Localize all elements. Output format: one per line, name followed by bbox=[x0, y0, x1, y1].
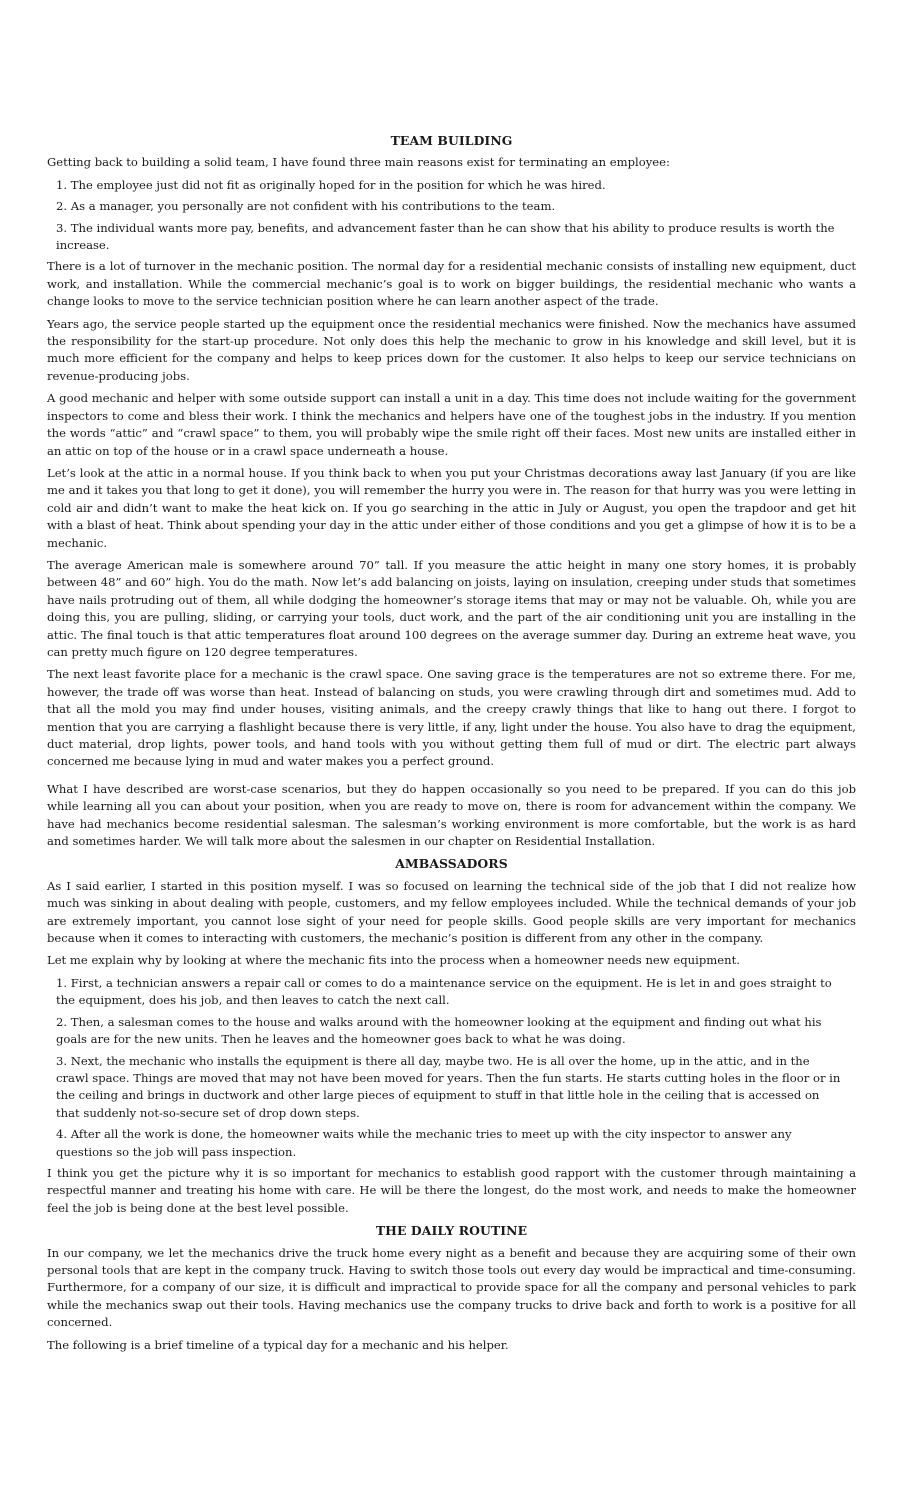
section-heading: AMBASSADORS bbox=[395, 856, 508, 872]
body-paragraph: What I have described are worst-case scenarios, but they do happen occasionally so you need to be prepared. If you can do this job while learning all you can about your position, when you are ready to move on, there is room for advancement within the company. We have had mechanics become residential salesman. The salesman’s working environment is more comfortable, but the work is as hard and sometimes harder. We will talk more about the salesmen in our chapter on Residential Installation. bbox=[47, 781, 856, 849]
body-paragraph: I think you get the picture why it is so important for mechanics to establish good rapport with the customer through maintaining a respectful manner and treating his home with care. He will be there the longest, do the most work, and needs to make the homeowner feel the job is being done at the best level possible. bbox=[47, 1165, 856, 1215]
list-item: 2. Then, a salesman comes to the house and walks around with the homeowner looking at the equipment and finding out what his goals are for the new units. Then he leaves and the homeowner goes back to what he was doing. bbox=[56, 1014, 822, 1047]
section-heading: TEAM BUILDING bbox=[390, 133, 513, 148]
body-paragraph: Let’s look at the attic in a normal house. If you think back to when you put your Christmas decorations away last January (if you are like me and it takes you that long to get it done), you will remember the hurry you were in. The reason for that hurry was you were letting in cold air and didn’t want to make the heat kick on. If you go searching in the attic in July or August, you open the trapdoor and get hit with a blast of heat. Think about spending your day in the attic under either of those conditions and you get a glimpse of how it is to be a mechanic. bbox=[47, 465, 856, 550]
body-paragraph: Let me explain why by looking at where the mechanic fits into the process when a homeowner needs new equipment. bbox=[47, 953, 740, 968]
list-item: 1. First, a technician answers a repair call or comes to do a maintenance service on the equipment. He is let in and goes straight to the equipment, does his job, and then leaves to catch the next call. bbox=[56, 975, 832, 1008]
section-ambassadors bbox=[47, 855, 856, 1217]
list-item: 1. The employee just did not fit as originally hoped for in the position for which he was hired. bbox=[56, 177, 606, 192]
body-paragraph: The average American male is somewhere around 70” tall. If you measure the attic height in many one story homes, it is probably between 48” and 60” high. You do the math. Now let’s add balancing on joists, laying on insulation, creeping under studs that sometimes have nails protruding out of them, all while dodging the homeowner’s storage items that may or may not be valuable. Oh, while you are doing this, you are pulling, sliding, or carrying your tools, duct work, and the part of the air conditioning unit you are installing in the attic. The final touch is that attic temperatures float around 100 degrees on the average summer day. During an extreme heat wave, you can pretty much figure on 120 degree temperatures. bbox=[47, 557, 856, 659]
list-item: 4. After all the work is done, the homeowner waits while the mechanic tries to meet up with the city inspector to answer any questions so the job will pass inspection. bbox=[56, 1127, 792, 1159]
body-paragraph: Years ago, the service people started up the equipment once the residential mechanics were finished. Now the mechanics have assumed the responsibility for the start-up procedure. Not only does this help the mechanic to grow in his knowledge and skill level, but it is much more efficient for the company and helps to keep prices down for the customer. It also helps to keep our service technicians on revenue-producing jobs. bbox=[47, 316, 856, 383]
list-item: 2. As a manager, you personally are not confident with his contributions to the team. bbox=[56, 199, 556, 214]
section-team-building bbox=[47, 132, 856, 850]
body-paragraph: The following is a brief timeline of a typical day for a mechanic and his helper. bbox=[47, 1337, 509, 1352]
body-paragraph: As I said earlier, I started in this position myself. I was so focused on learning the technical side of the job that I did not realize how much was sinking in about dealing with people, customers, and my fellow employees included. While the technical demands of your job are extremely important, you cannot lose sight of your need for people skills. Good people skills are very important for mechanics because when it comes to interacting with customers, the mechanic’s position is different from any other in the company. bbox=[47, 878, 856, 946]
body-paragraph: A good mechanic and helper with some outside support can install a unit in a day. This time does not include waiting for the government inspectors to come and bless their work. I think the mechanics and helpers have one of the toughest jobs in the industry. If you mention the words “attic” and “crawl space” to them, you will probably wipe the smile right off their faces. Most new units are installed either in an attic on top of the house or in a crawl space underneath a house. bbox=[47, 391, 856, 458]
list-item: 3. Next, the mechanic who installs the equipment is there all day, maybe two. He is all over the home, up in the attic, and in the crawl space. Things are moved that may not have been moved for years. Then the fun starts. He starts cutting holes in the floor or in the ceiling and brings in ductwork and other large pieces of equipment to stuff in that little hole in the ceiling that is accessed on that suddenly not-so-secure set of drop down steps. bbox=[56, 1053, 841, 1120]
intro-paragraph: Getting back to building a solid team, I have found three main reasons exist for terminating an employee: bbox=[47, 155, 670, 170]
list-item: 3. The individual wants more pay, benefits, and advancement faster than he can show that his ability to produce results is worth the increase. bbox=[56, 220, 835, 253]
process-steps-list bbox=[47, 975, 856, 1161]
termination-reasons-list bbox=[47, 177, 856, 255]
section-heading: THE DAILY ROUTINE bbox=[375, 1223, 528, 1239]
section-daily-routine bbox=[47, 1222, 856, 1354]
body-paragraph: There is a lot of turnover in the mechanic position. The normal day for a residential mechanic consists of installing new equipment, duct work, and installation. While the commercial mechanic’s goal is to work on bigger buildings, the residential mechanic who wants a change looks to move to the service technician position where he can learn another aspect of the trade. bbox=[47, 259, 856, 309]
body-paragraph: The next least favorite place for a mechanic is the crawl space. One saving grace is the temperatures are not so extreme there. For me, however, the trade off was worse than heat. Instead of balancing on studs, you were crawling through dirt and sometimes mud. Add to that all the mold you may find under houses, visiting animals, and the creepy crawly things that like to hang out there. I forgot to mention that you are carrying a flashlight because there is very little, if any, light under the house. You also have to drag the equipment, duct material, drop lights, power tools, and hand tools with you without getting them full of mud or dirt. The electric part always concerned me because lying in mud and water makes you a perfect ground. bbox=[47, 667, 856, 769]
body-paragraph: In our company, we let the mechanics drive the truck home every night as a benefit and because they are acquiring some of their own personal tools that are kept in the company truck. Having to switch those tools out every day would be impractical and time-consuming. Furthermore, for a company of our size, it is difficult and impractical to provide space for all the company and personal vehicles to park while the mechanics swap out their tools. Having mechanics use the company trucks to drive back and forth to work is a positive for all concerned. bbox=[47, 1245, 856, 1330]
